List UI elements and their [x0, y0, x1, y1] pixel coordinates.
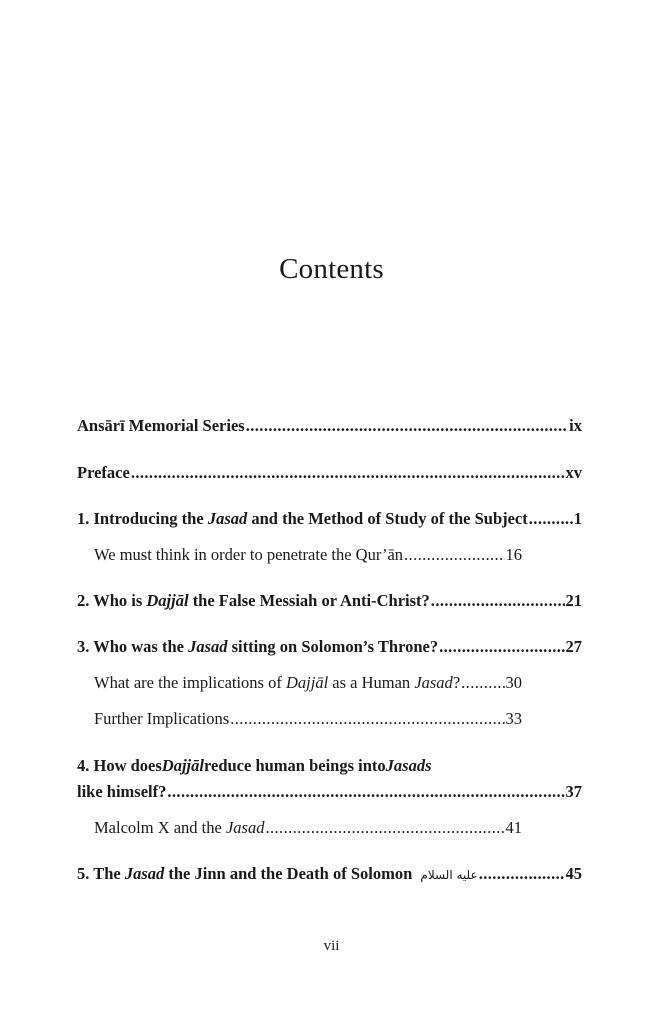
toc-entry-chapter-4-line1[interactable]: 4. How does Dajjāl reduce human beings into Jasads: [77, 756, 432, 775]
toc-entry-chapter-2[interactable]: [77, 591, 582, 611]
table-of-contents: [77, 0, 582, 1024]
toc-subentry-think-to-penetrate[interactable]: [94, 545, 522, 565]
toc-entry-page: 45: [565, 864, 582, 883]
toc-subentry-malcolm-x[interactable]: [94, 818, 522, 838]
dot-leader: [230, 709, 504, 729]
dot-leader: [479, 864, 565, 884]
toc-entry-label: We must think in order to penetrate the Qur’ān: [94, 545, 404, 564]
toc-entry-label: Malcolm X and the Jasad: [94, 818, 265, 837]
dot-leader: [265, 818, 504, 838]
toc-entry-page: 30: [505, 673, 522, 692]
dot-leader: [431, 591, 565, 611]
toc-entry-chapter-4[interactable]: [77, 782, 582, 802]
toc-entry-ansari-memorial-series[interactable]: [77, 416, 582, 436]
toc-entry-label: Preface: [77, 463, 130, 482]
dot-leader: [404, 545, 504, 565]
toc-entry-label: Further Implications: [94, 709, 230, 728]
toc-entry-page: 41: [505, 818, 522, 837]
toc-entry-page: 37: [565, 782, 582, 801]
toc-subentry-further-implications[interactable]: [94, 709, 522, 729]
toc-entry-page: xv: [565, 463, 582, 482]
toc-entry-chapter-5[interactable]: [77, 864, 582, 885]
toc-subentry-implications-human-jasad[interactable]: [94, 673, 522, 693]
toc-entry-label: Ansārī Memorial Series: [77, 416, 245, 435]
toc-entry-chapter-1[interactable]: [77, 509, 582, 529]
toc-entry-chapter-3[interactable]: [77, 637, 582, 657]
toc-entry-page: 1: [573, 509, 582, 528]
dot-leader: [461, 673, 504, 693]
toc-entry-page: ix: [569, 416, 582, 435]
toc-entry-page: 33: [505, 709, 522, 728]
page-title: Contents: [279, 253, 384, 285]
toc-entry-label: What are the implications of Dajjāl as a Human Jasad?: [94, 673, 461, 692]
toc-entry-label: 3. Who was the Jasad sitting on Solomon’s Throne?: [77, 637, 439, 656]
page-number: vii: [323, 938, 340, 954]
toc-entry-label: 1. Introducing the Jasad and the Method of Study of the Subject: [77, 509, 528, 528]
arabic-honorific: عليه السلام: [420, 868, 478, 882]
dot-leader: [246, 416, 568, 436]
toc-entry-preface[interactable]: [77, 463, 582, 483]
toc-entry-label: 2. Who is Dajjāl the False Messiah or Anti-Christ?: [77, 591, 430, 610]
toc-entry-page: 27: [565, 637, 582, 656]
toc-entry-page: 21: [565, 591, 582, 610]
dot-leader: [439, 637, 564, 657]
dot-leader: [529, 509, 573, 529]
toc-entry-label: like himself?: [77, 782, 167, 801]
dot-leader: [167, 782, 564, 802]
toc-entry-page: 16: [505, 545, 522, 564]
toc-entry-label: 5. The Jasad the Jinn and the Death of Solomon عليه السلام: [77, 864, 478, 883]
dot-leader: [131, 463, 565, 483]
